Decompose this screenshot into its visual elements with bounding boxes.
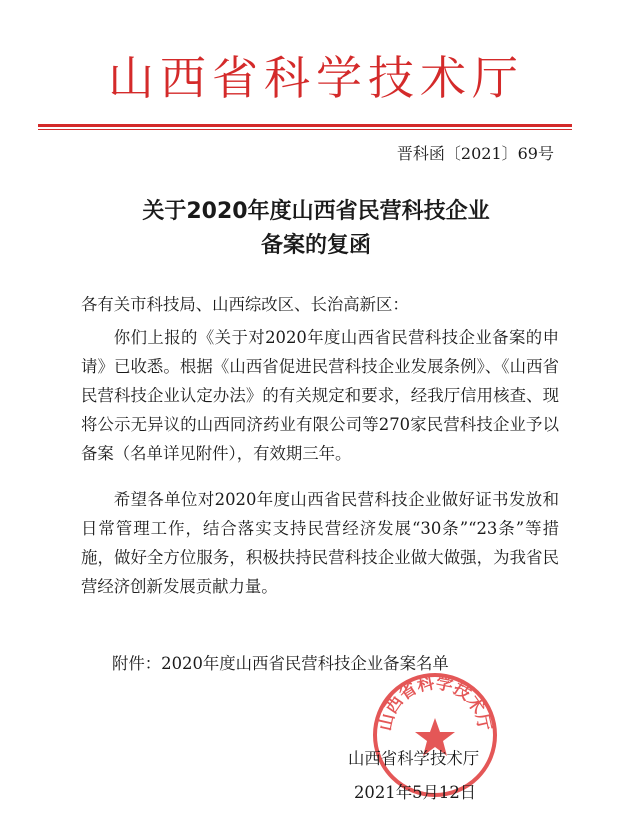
- signature-organization: 山西省科学技术厅: [348, 749, 480, 768]
- addressee: 各有关市科技局、山西综改区、长治高新区：: [81, 295, 409, 314]
- header-rule-thick: [38, 124, 572, 127]
- issuing-authority-header: 山西省科学技术厅: [108, 51, 524, 105]
- document-title-line-2: 备案的复函: [260, 233, 371, 258]
- attachment-note: 附件：2020年度山西省民营科技企业备案名单: [112, 654, 449, 673]
- body-paragraph-1: 你们上报的《关于对2020年度山西省民营科技企业备案的申请》已收悉。根据《山西省促进民营科技企业发展条例》、《山西省民营科技企业认定办法》的有关规定和要求，经我厅信用核查、现将公示无异议的山西同济药业有限公司等270家民营科技企业予以备案（名单详见附件），有效期三年。: [81, 328, 559, 463]
- signature-date: 2021年5月12日: [354, 783, 477, 802]
- body-paragraph-2: 希望各单位对2020年度山西省民营科技企业做好证书发放和日常管理工作，结合落实支持民营经济发展“30条”“23条”等措施，做好全方位服务，积极扶持民营科技企业做大做强，为我省民营经济创新发展贡献力量。: [81, 490, 559, 596]
- document-title: [0, 195, 632, 263]
- seal-text: 山西省科学技术厅: [375, 673, 495, 733]
- header-rule-thin: [38, 129, 572, 130]
- document-number: 晋科函〔2021〕69号: [396, 144, 554, 163]
- official-seal: [370, 670, 500, 800]
- document-title-line-1: 关于2020年度山西省民营科技企业: [142, 199, 490, 224]
